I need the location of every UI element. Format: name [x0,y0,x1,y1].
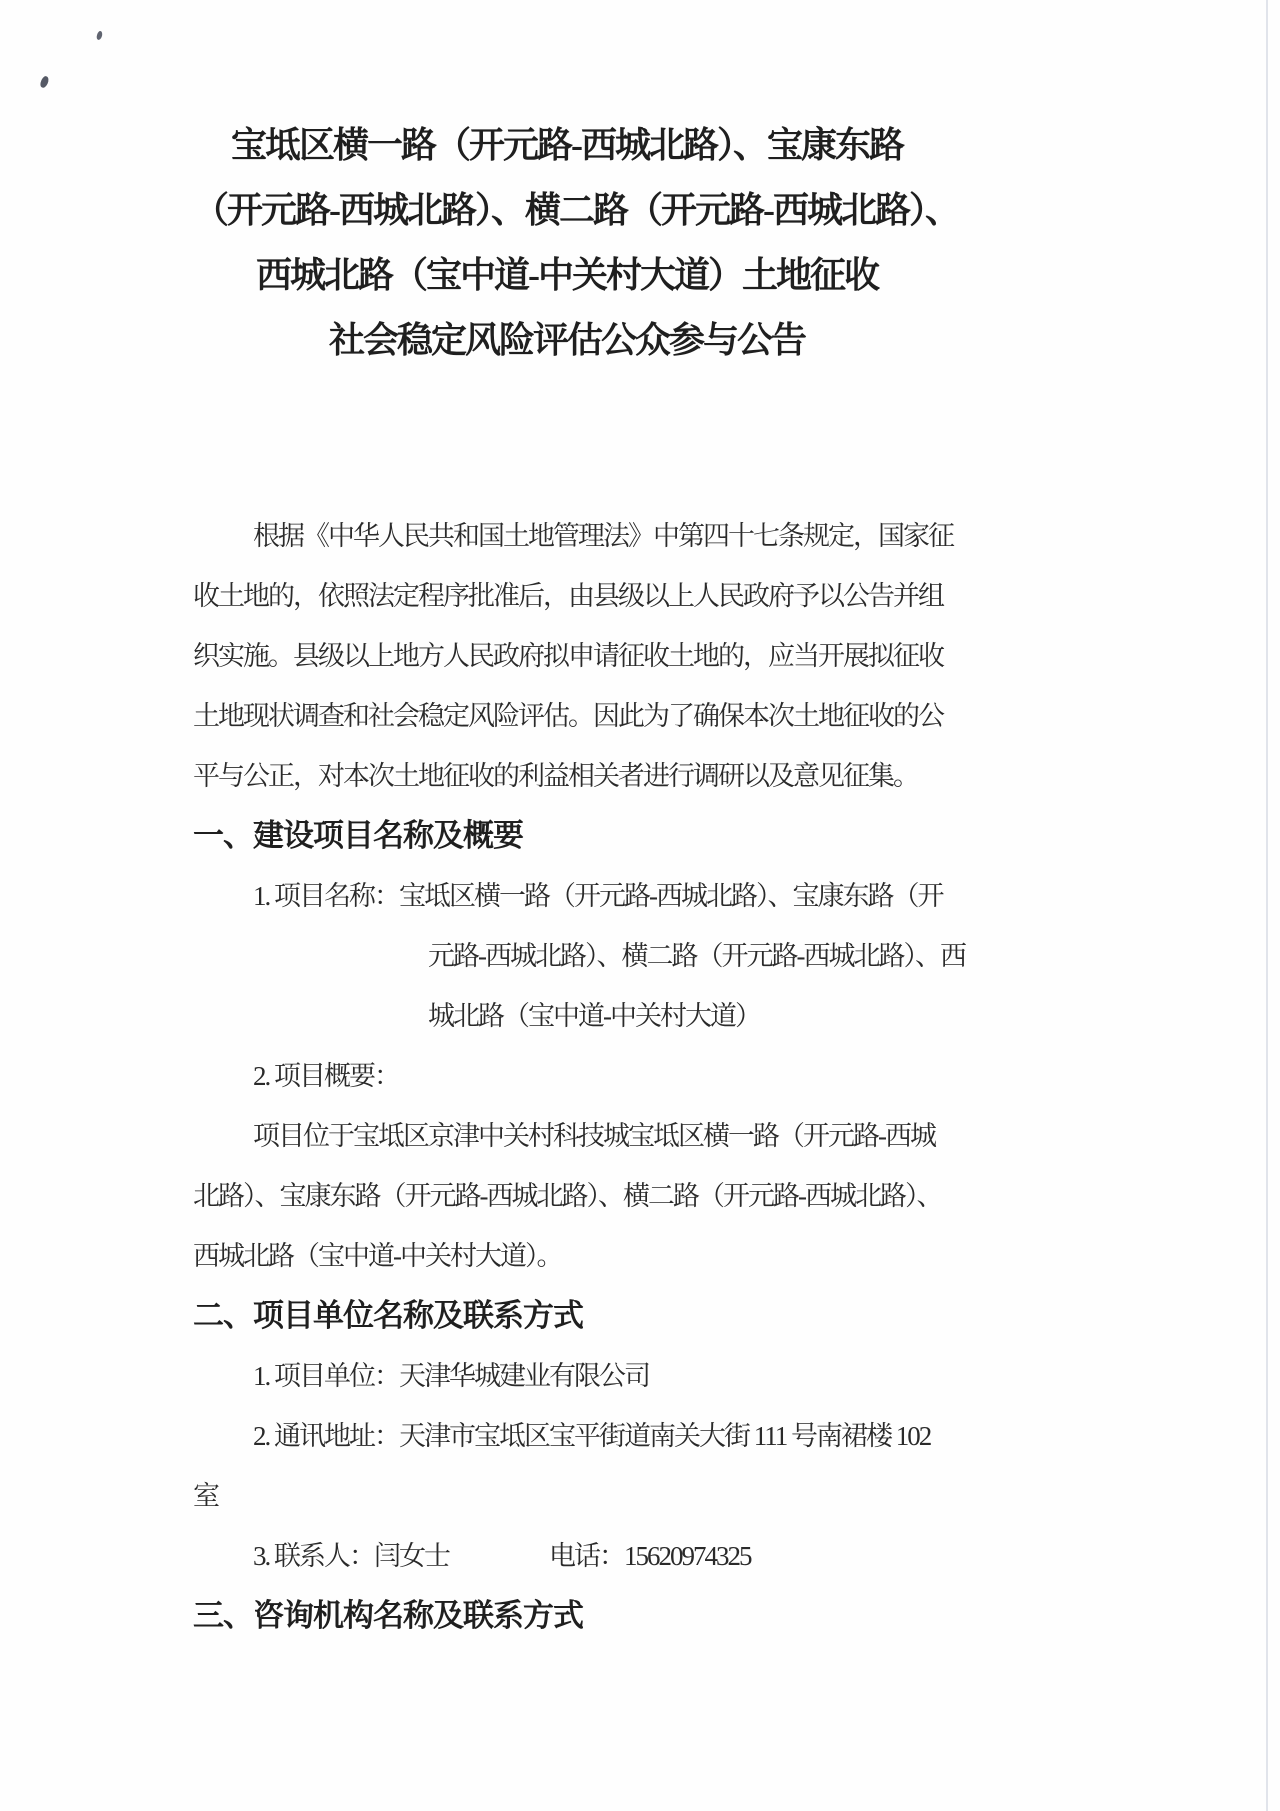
section-heading-3: 三、咨询机构名称及联系方式 [193,1598,583,1633]
title-line: 社会稳定风险评估公众参与公告 [328,320,805,360]
title-line: 宝坻区横一路（开元路-西城北路）、宝康东路 [231,125,903,165]
section-heading-1: 一、建设项目名称及概要 [193,818,523,853]
document-body [193,506,965,1646]
body-line: 根据《中华人民共和国土地管理法》中第四十七条规定，国家征 [253,521,953,551]
body-line: 2. 通讯地址：天津市宝坻区宝平街道南关大街 111 号南裙楼 102 [253,1421,931,1451]
body-line: 项目位于宝坻区京津中关村科技城宝坻区横一路（开元路-西城 [253,1121,935,1151]
body-line: 北路）、宝康东路（开元路-西城北路）、横二路（开元路-西城北路）、 [193,1181,942,1211]
body-line: 平与公正，对本次土地征收的利益相关者进行调研以及意见征集。 [193,761,918,791]
title-line: （开元路-西城北路）、横二路（开元路-西城北路）、 [193,190,959,230]
body-line: 3. 联系人：闫女士 电话：15620974325 [253,1541,751,1571]
title-line: 西城北路（宝中道-中关村大道）土地征收 [256,255,878,295]
scan-edge-artifact [1266,0,1268,1811]
ink-speck [96,30,104,40]
body-line: 1. 项目单位：天津华城建业有限公司 [253,1361,649,1391]
body-line: 1. 项目名称：宝坻区横一路（开元路-西城北路）、宝康东路（开 [253,881,943,911]
body-line: 织实施。县级以上地方人民政府拟申请征收土地的，应当开展拟征收 [193,641,943,671]
body-line: 元路-西城北路）、横二路（开元路-西城北路）、西 [428,941,965,971]
section-heading-2: 二、项目单位名称及联系方式 [193,1298,583,1333]
document-title [193,113,959,373]
body-line: 土地现状调查和社会稳定风险评估。因此为了确保本次土地征收的公 [193,701,943,731]
ink-speck [39,75,50,89]
body-line: 2. 项目概要： [253,1061,399,1091]
body-line: 西城北路（宝中道-中关村大道）。 [193,1241,562,1271]
body-line: 室 [193,1481,218,1511]
body-line: 收土地的，依照法定程序批准后，由县级以上人民政府予以公告并组 [193,581,943,611]
body-line: 城北路（宝中道-中关村大道） [428,1001,760,1031]
